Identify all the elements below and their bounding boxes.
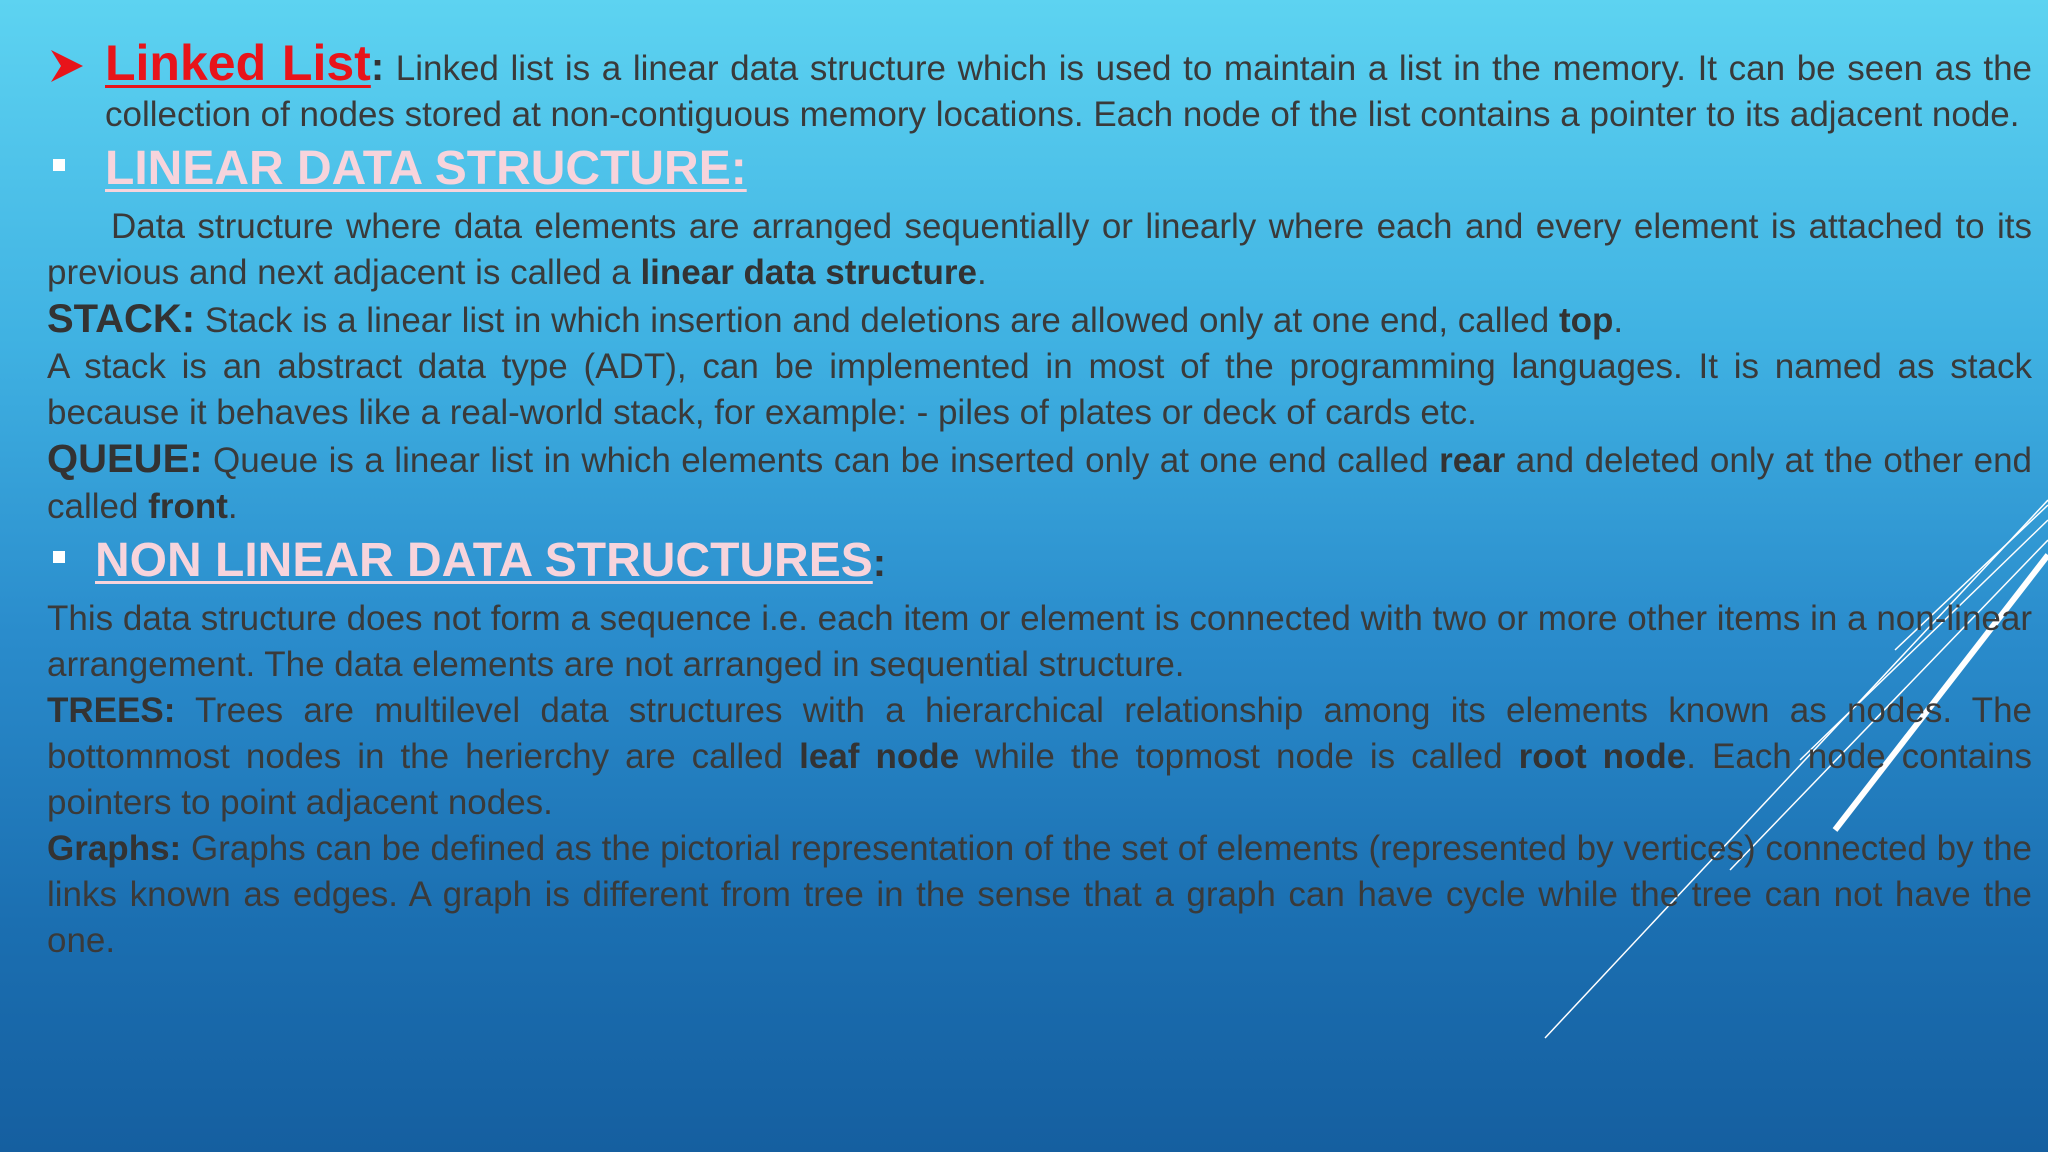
queue-bold-rear: rear bbox=[1439, 441, 1506, 480]
graphs-paragraph bbox=[47, 826, 2032, 964]
trees-term: TREES: bbox=[47, 691, 176, 730]
stack-term: STACK: bbox=[47, 297, 196, 341]
stack-paragraph bbox=[47, 296, 2032, 344]
linear-end: . bbox=[976, 253, 987, 292]
nonlinear-colon: : bbox=[872, 541, 887, 585]
trees-paragraph bbox=[47, 688, 2032, 826]
linked-list-heading: Linked List bbox=[105, 35, 371, 91]
stack-detail-paragraph bbox=[47, 344, 2032, 436]
trees-bold-root: root node bbox=[1518, 737, 1687, 776]
nonlinear-description bbox=[47, 596, 2032, 688]
queue-end: . bbox=[227, 487, 238, 526]
queue-bold-front: front bbox=[148, 487, 228, 526]
stack-text: Stack is a linear list in which insertion and deletions are allowed only at one end, called bbox=[195, 301, 1559, 340]
linked-list-text: Linked list is a linear data structure which is used to maintain a list in the memory. It can be seen as the collection of nodes stored at non-contiguous memory locations. Each node of the list contains a pointer to its adjacent node. bbox=[105, 49, 2032, 134]
linear-heading: LINEAR DATA STRUCTURE: bbox=[105, 142, 747, 195]
stack-end: . bbox=[1613, 301, 1624, 340]
queue-text-mid: and deleted only at the other end called bbox=[47, 441, 2032, 526]
queue-paragraph bbox=[47, 436, 2032, 530]
graphs-term: Graphs: bbox=[47, 829, 182, 868]
linked-list-paragraph bbox=[47, 35, 2032, 138]
queue-term: QUEUE: bbox=[47, 437, 203, 481]
linear-text: Data structure where data elements are arranged sequentially or linearly where each and every element is attached to its previous and next adjacent is called a bbox=[47, 207, 2032, 292]
trees-bold-leaf: leaf node bbox=[799, 737, 960, 776]
linear-description bbox=[47, 204, 2032, 296]
trees-text: Trees are multilevel data structures with a hierarchical relationship among its elements known as nodes. The bottommost nodes in the herierchy are called bbox=[47, 691, 2032, 776]
square-bullet-icon bbox=[53, 551, 65, 563]
square-bullet-icon bbox=[53, 159, 65, 171]
stack-bold: top bbox=[1558, 301, 1614, 340]
linear-heading-row bbox=[47, 138, 2032, 204]
arrow-bullet-icon bbox=[47, 46, 87, 86]
trees-text-mid: while the topmost node is called bbox=[959, 737, 1519, 776]
nonlinear-heading: NON LINEAR DATA STRUCTURES bbox=[95, 534, 873, 587]
nonlinear-heading-row bbox=[47, 530, 2032, 596]
linked-list-colon: : bbox=[370, 45, 385, 89]
trees-end: . Each node contains pointers to point adjacent nodes. bbox=[47, 737, 2032, 822]
stack-detail-text: A stack is an abstract data type (ADT), can be implemented in most of the programming languages. It is named as stack because it behaves like a real-world stack, for example: - piles of plates or deck of cards etc. bbox=[47, 347, 2032, 432]
graphs-text: Graphs can be defined as the pictorial representation of the set of elements (represented by vertices) connected by the links known as edges. A graph is different from tree in the sense that a graph can have cycle while the tree can not have the one. bbox=[47, 829, 2032, 960]
linear-bold: linear data structure bbox=[640, 253, 977, 292]
queue-text: Queue is a linear list in which elements can be inserted only at one end called bbox=[202, 441, 1440, 480]
slide-content bbox=[47, 35, 2032, 964]
nonlinear-text: This data structure does not form a sequence i.e. each item or element is connected with two or more other items in a non-linear arrangement. The data elements are not arranged in sequential structure. bbox=[47, 599, 2032, 684]
